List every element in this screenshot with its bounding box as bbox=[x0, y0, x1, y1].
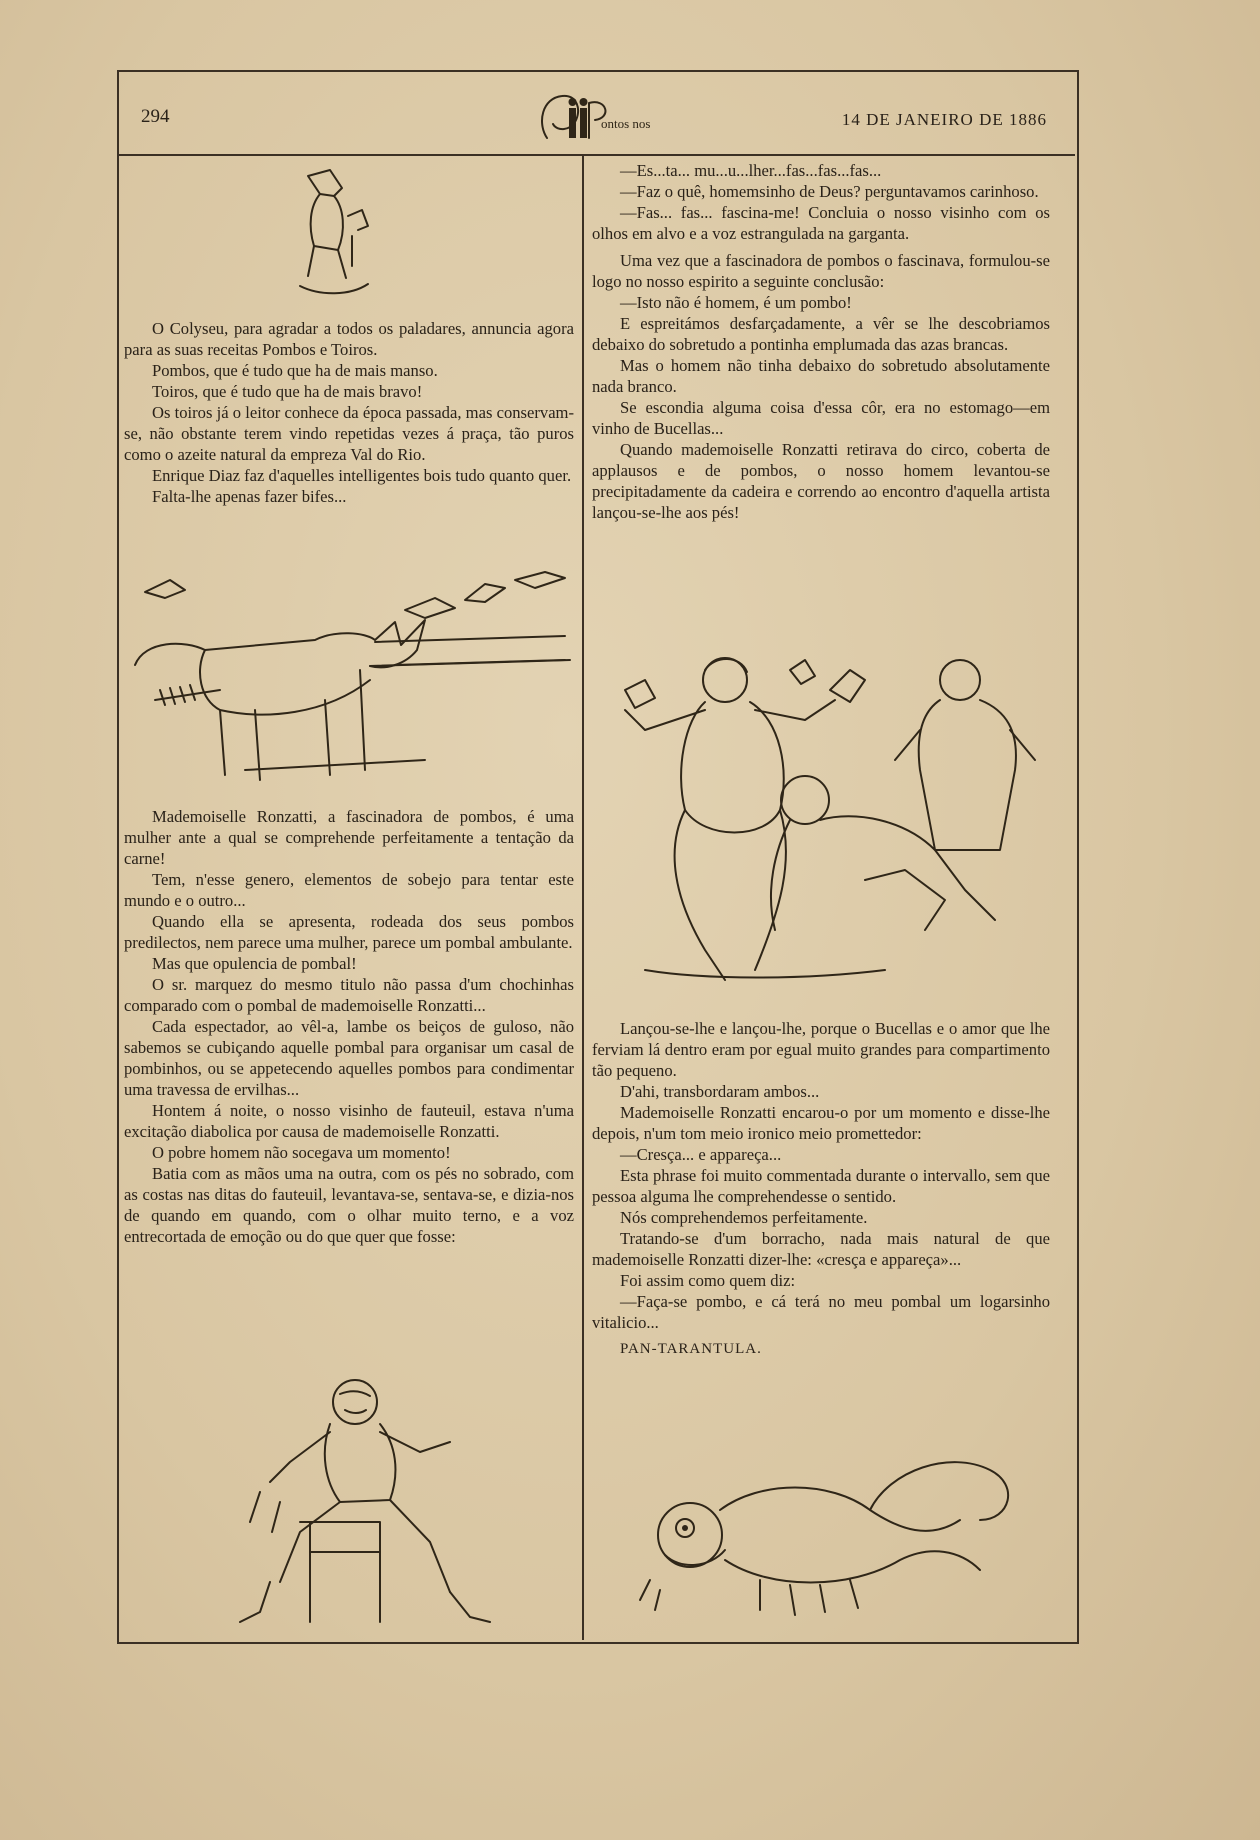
paragraph: Falta-lhe apenas fazer bifes... bbox=[152, 487, 347, 506]
dialogue-line: —Cresça... e appareça... bbox=[620, 1145, 782, 1164]
paragraph: Toiros, que é tudo que ha de mais bravo! bbox=[152, 382, 423, 401]
paragraph: Cada espectador, ao vêl-a, lambe os beiços de guloso, não sabemos se cubiçando aquelle pombal para organisar um casal de pombinhos, ou se appetecendo aquelles pombos para condimentar uma travessa de ervilhas... bbox=[124, 1017, 574, 1099]
dialogue-line: —Es...ta... mu...u...lher...fas...fas...fas... bbox=[620, 161, 882, 180]
paragraph: Mas o homem não tinha debaixo do sobretudo absolutamente nada branco. bbox=[592, 356, 1050, 396]
right-column-block-2 bbox=[592, 1018, 1050, 1360]
paragraph: Se escondia alguma coisa d'essa côr, era no estomago—em vinho de Bucellas... bbox=[592, 398, 1050, 438]
paragraph: O Colyseu, para agradar a todos os paladares, annuncia agora para as suas receitas Pombos e Toiros. bbox=[124, 319, 574, 359]
dialogue-line: —Faça-se pombo, e cá terá no meu pombal um logarsinho vitalicio... bbox=[592, 1292, 1050, 1332]
paragraph: Enrique Diaz faz d'aquelles intelligentes bois tudo quanto quer. bbox=[152, 466, 572, 485]
right-column-block-1 bbox=[592, 160, 1050, 523]
page-header bbox=[117, 88, 1075, 156]
paragraph: E espreitámos desfarçadamente, a vêr se lhe descobriamos debaixo do sobretudo a pontinha emplumada das azas brancas. bbox=[592, 314, 1050, 354]
dialogue-line: —Fas... fas... fascina-me! Concluia o nosso visinho com os olhos em alvo e a voz estrangulada na garganta. bbox=[592, 203, 1050, 243]
paragraph: Hontem á noite, o nosso visinho de fauteuil, estava n'uma excitação diabolica por causa de mademoiselle Ronzatti. bbox=[124, 1101, 574, 1141]
paragraph: Os toiros já o leitor conhece da época passada, mas conservam-se, não obstante terem vindo repetidas vezes á praça, tão puros como o azeite natural da empreza Val do Rio. bbox=[124, 403, 574, 464]
left-column-block-2 bbox=[124, 806, 574, 1247]
column-divider bbox=[582, 154, 584, 1640]
paragraph: O sr. marquez do mesmo titulo não passa d'um chochinhas comparado com o pombal de mademoiselle Ronzatti... bbox=[124, 975, 574, 1015]
author-signature: PAN-TARANTULA. bbox=[620, 1341, 762, 1357]
dialogue-line: —Faz o quê, homemsinho de Deus? perguntavamos carinhoso. bbox=[620, 182, 1039, 201]
hooded-figure-illustration bbox=[290, 166, 380, 301]
paragraph: Foi assim como quem diz: bbox=[620, 1271, 796, 1290]
paragraph: Nós comprehendemos perfeitamente. bbox=[620, 1208, 868, 1227]
ronzatti-scene-illustration bbox=[605, 650, 1060, 990]
paragraph: Pombos, que é tudo que ha de mais manso. bbox=[152, 361, 438, 380]
paragraph: Lançou-se-lhe e lançou-lhe, porque o Bucellas e o amor que lhe ferviam lá dentro eram por egual muito grandes para compartimento tão pequeno. bbox=[592, 1019, 1050, 1080]
paragraph: Esta phrase foi muito commentada durante o intervallo, sem que pessoa alguma lhe comprehendesse o sentido. bbox=[592, 1166, 1050, 1206]
paragraph: Mademoiselle Ronzatti encarou-o por um momento e disse-lhe depois, n'um tom meio ironico meio promettedor: bbox=[592, 1103, 1050, 1143]
bull-and-pigeons-illustration bbox=[125, 570, 575, 800]
paragraph: D'ahi, transbordaram ambos... bbox=[620, 1082, 820, 1101]
dialogue-line: —Isto não é homem, é um pombo! bbox=[620, 293, 852, 312]
tarantula-creature-illustration bbox=[630, 1440, 1030, 1620]
paragraph: Quando ella se apresenta, rodeada dos seus pombos predilectos, nem parece uma mulher, parece um pombal ambulante. bbox=[124, 912, 574, 952]
paragraph: Tratando-se d'um borracho, nada mais natural de que mademoiselle Ronzatti dizer-lhe: «cresça e appareça»... bbox=[592, 1229, 1050, 1269]
left-column-block-1 bbox=[124, 318, 574, 507]
paragraph: Tem, n'esse genero, elementos de sobejo para tentar este mundo e o outro... bbox=[124, 870, 574, 910]
paragraph: Mas que opulencia de pombal! bbox=[152, 954, 357, 973]
paragraph: Mademoiselle Ronzatti, a fascinadora de pombos, é uma mulher ante a qual se comprehende perfeitamente a tentação da carne! bbox=[124, 807, 574, 868]
paragraph: Quando mademoiselle Ronzatti retirava do circo, coberta de applausos e de pombos, o nosso homem levantou-se precipitadamente da cadeira e correndo ao encontro d'aquella artista lançou-se-lhe aos pés! bbox=[592, 440, 1050, 522]
issue-date: 14 DE JANEIRO DE 1886 bbox=[841, 110, 1047, 129]
masthead-logo bbox=[527, 88, 677, 148]
paragraph: O pobre homem não socegava um momento! bbox=[152, 1143, 451, 1162]
excited-man-on-chair-illustration bbox=[200, 1372, 560, 1634]
paragraph: Batia com as mãos uma na outra, com os pés no sobrado, com as costas nas ditas do fauteuil, levantava-se, sentava-se, e dizia-nos de quando em quando, com o olhar muito terno, e a voz entrecortada de emoção ou do que quer que fosse: bbox=[124, 1164, 574, 1246]
page-number: 294 bbox=[141, 106, 170, 127]
paragraph: Uma vez que a fascinadora de pombos o fascinava, formulou-se logo no nosso espirito a seguinte conclusão: bbox=[592, 251, 1050, 291]
svg-text:ontos nos: ontos nos bbox=[601, 116, 651, 131]
